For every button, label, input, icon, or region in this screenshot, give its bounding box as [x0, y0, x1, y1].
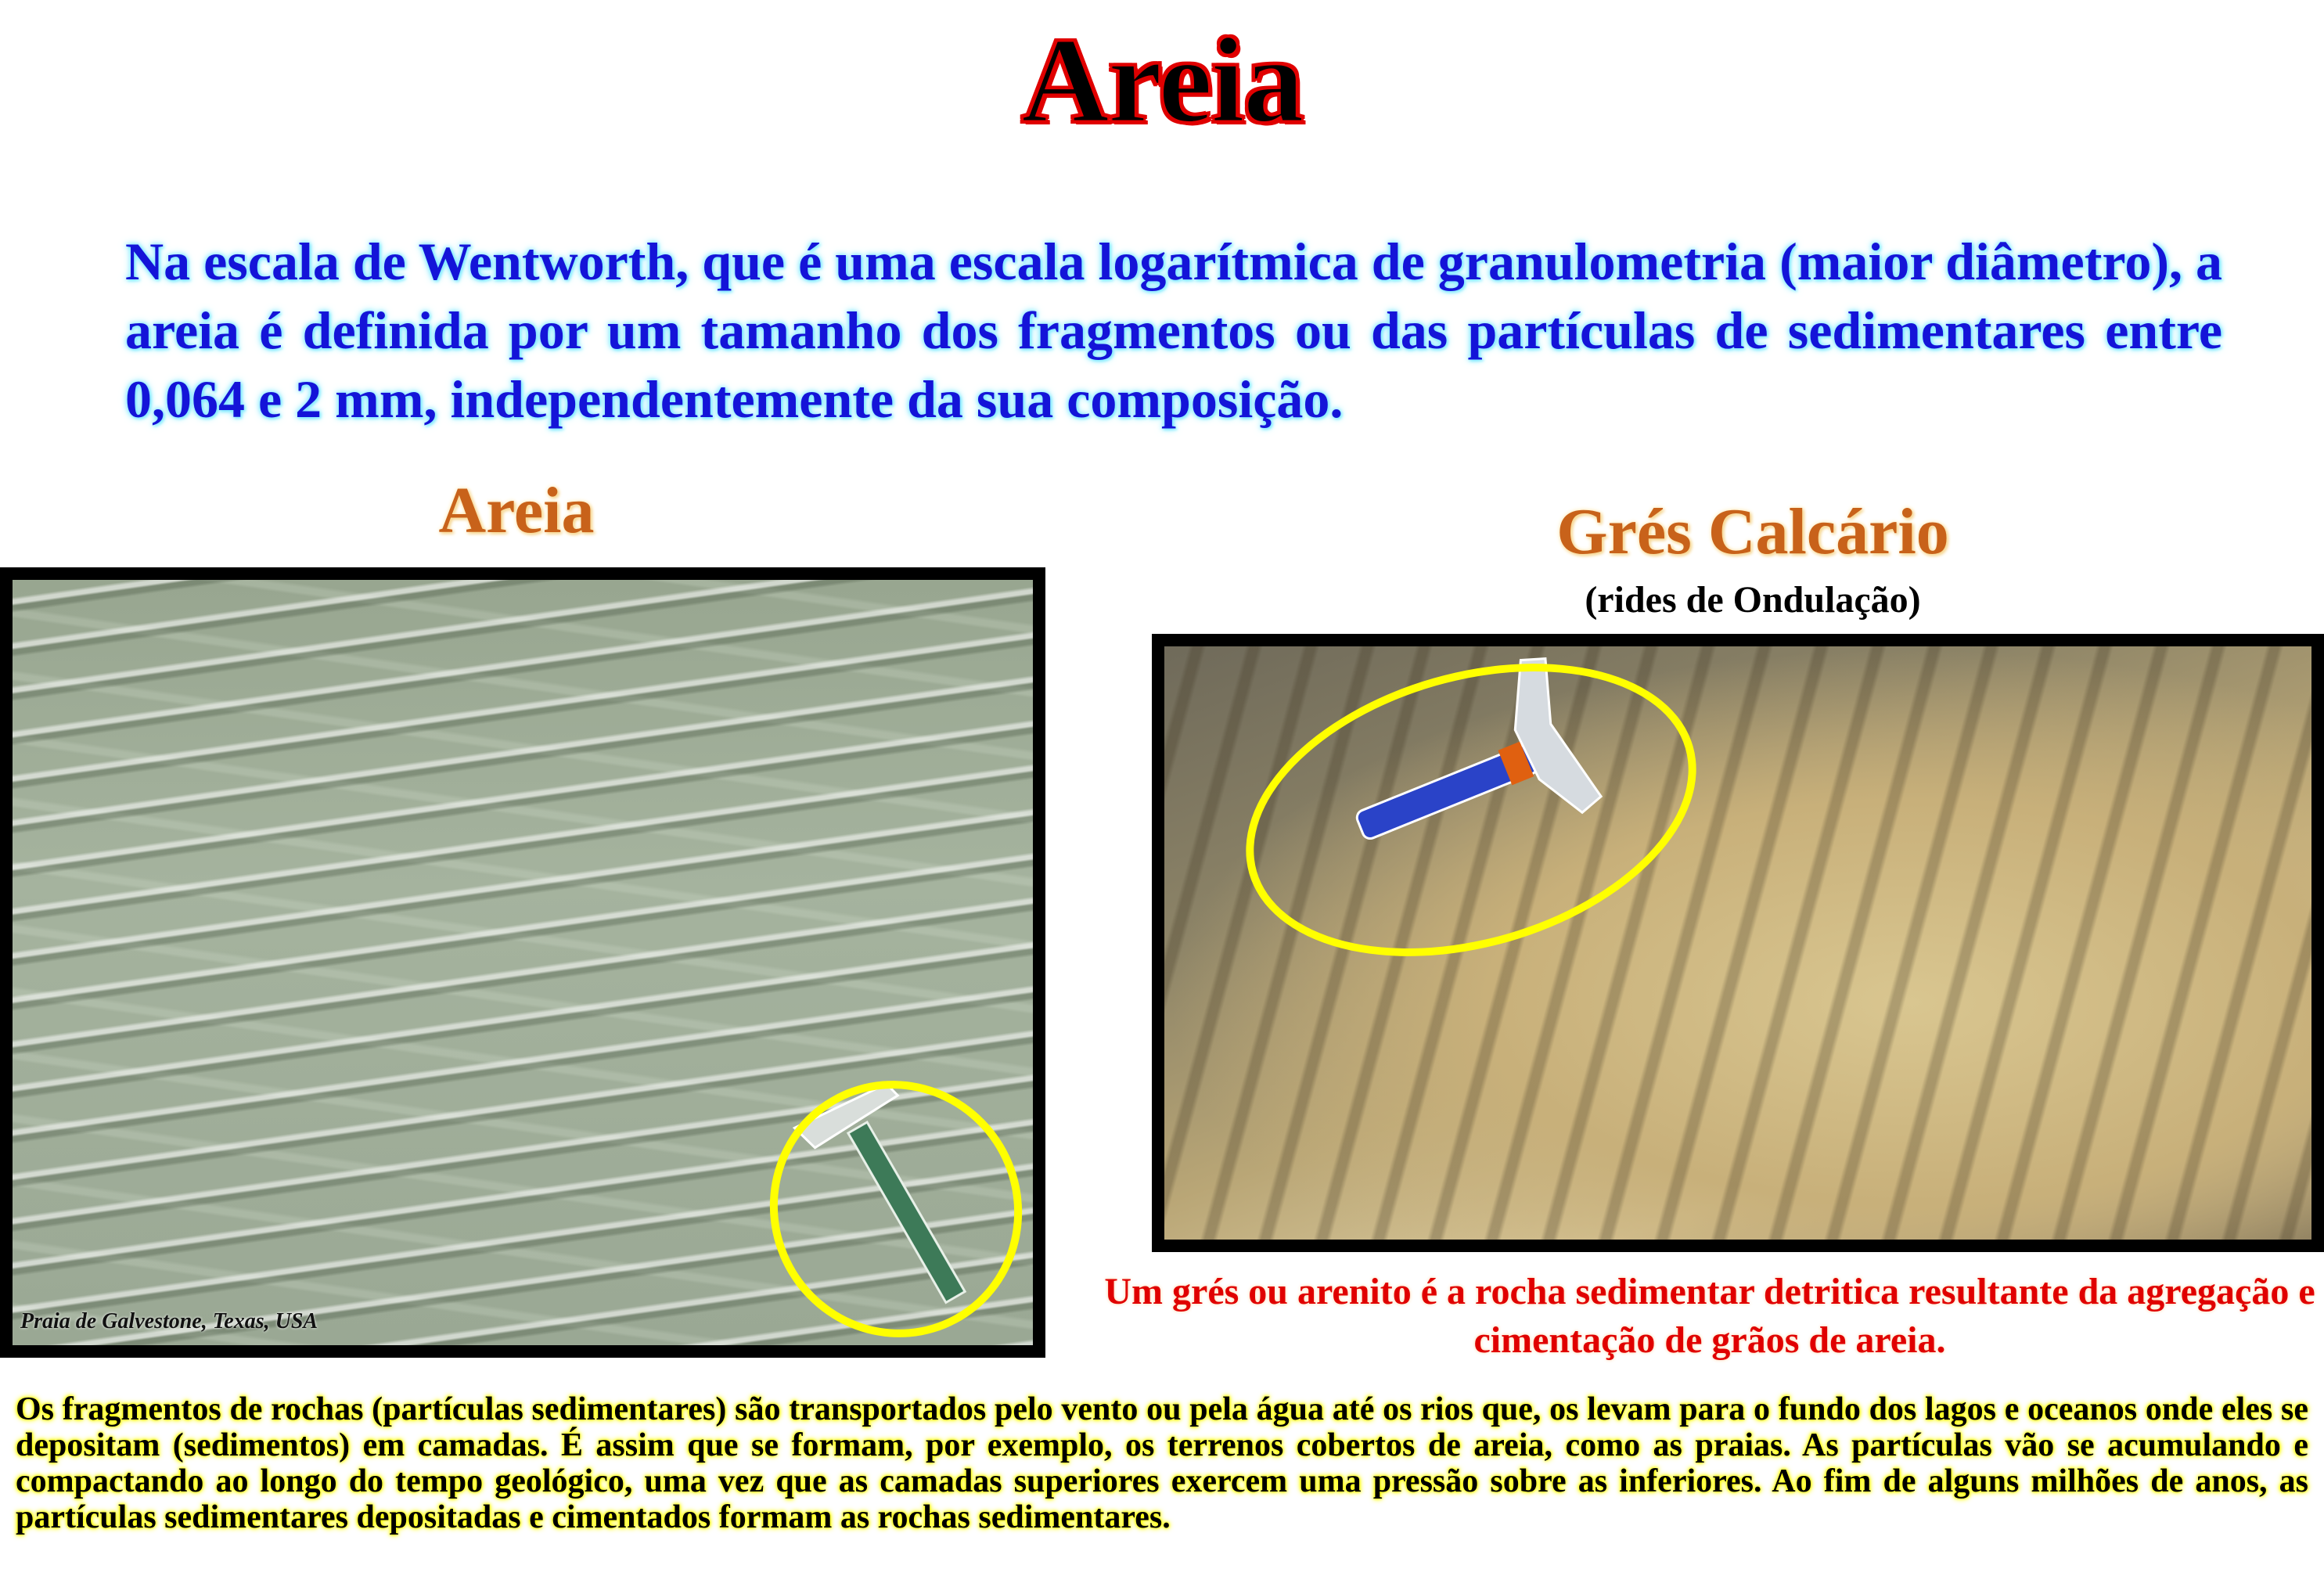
- page-title: Areia: [1021, 13, 1303, 148]
- sandstone-subheading: (rides de Ondulação): [1585, 579, 1921, 621]
- bottom-paragraph: Os fragmentos de rochas (partículas sedimentares) são transportados pelo vento ou pela água até os rios que, os levam para o fundo dos lagos e oceanos onde eles se depositam (sedimentos) em camadas. É assim que se formam, por exemplo, os terrenos cobertos de areia, como as praias. As partículas vão se acumulando e compactando ao longo do tempo geológico, uma vez que as camadas superiores exercem uma pressão sobre as inferiores. Ao fim de alguns milhões de anos, as partículas sedimentares depositadas e cimentados formam as rochas sedimentares.: [16, 1391, 2308, 1535]
- sand-heading: Areia: [438, 474, 595, 547]
- sandstone-heading: Grés Calcário: [1556, 495, 1949, 568]
- photo-caption: Praia de Galvestone, Texas, USA: [20, 1309, 318, 1333]
- intro-paragraph: Na escala de Wentworth, que é uma escala logarítmica de granulometria (maior diâmetro), a areia é definida por um tamanho dos fragmentos ou das partículas de sedimentares entre 0,064 e 2 mm, independentemente da sua composição.: [125, 232, 2222, 429]
- sandstone-caption: Um grés ou arenito é a rocha sedimentar detritica resultante da agregação e cimentação de grãos de areia.: [1104, 1271, 2315, 1361]
